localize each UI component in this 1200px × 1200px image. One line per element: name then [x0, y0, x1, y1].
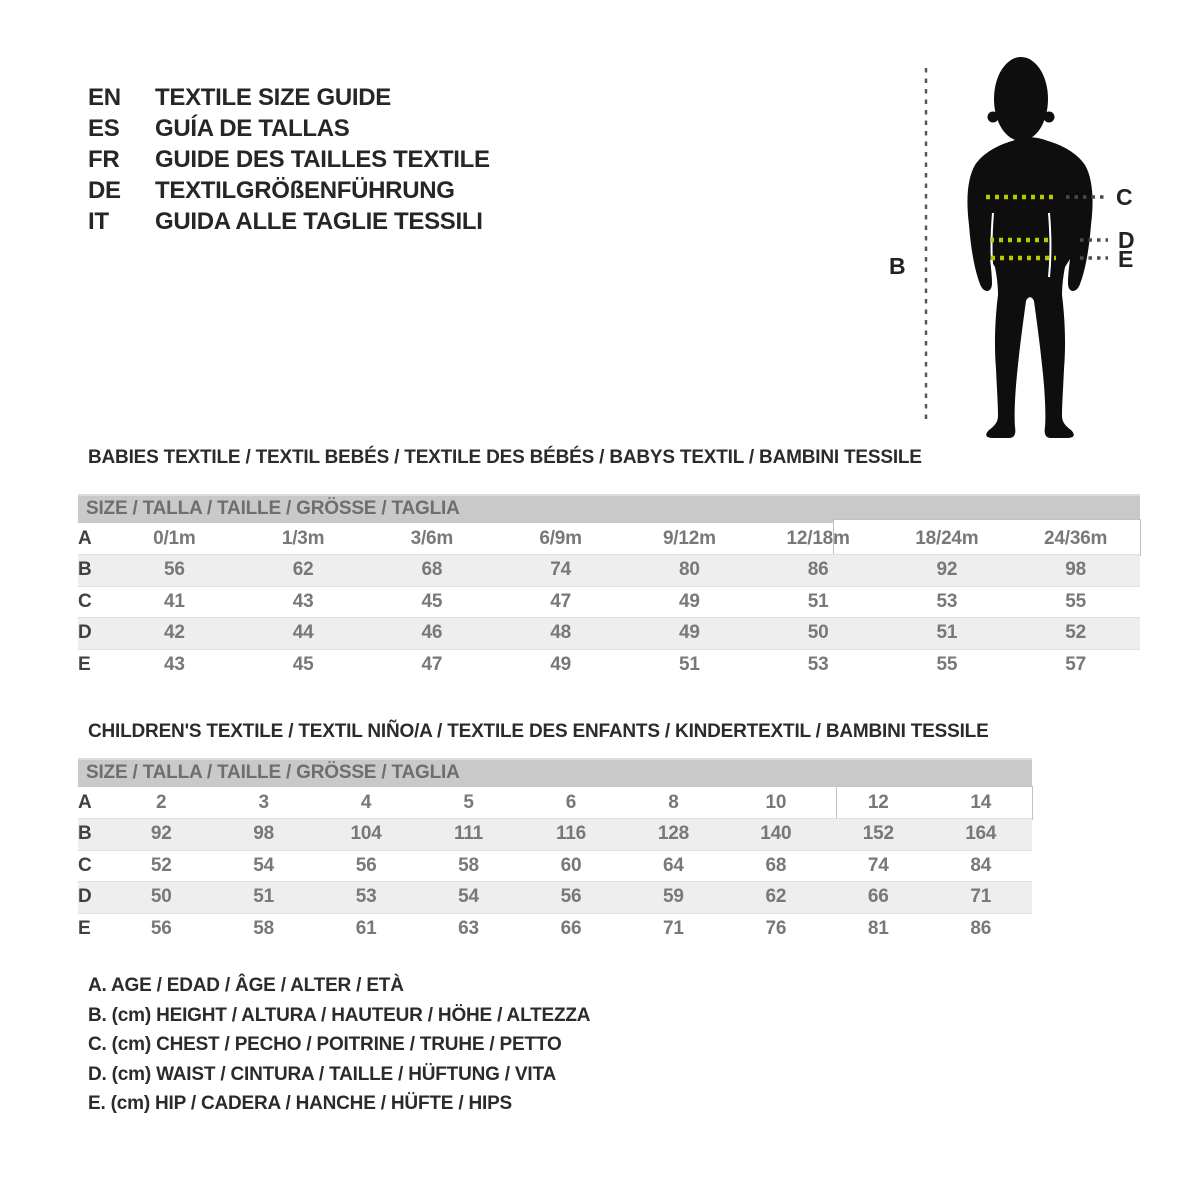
hip-label: E — [1118, 246, 1134, 272]
language-row-en — [88, 82, 490, 113]
size-cell: 111 — [417, 819, 519, 851]
size-cell: 74 — [496, 555, 625, 587]
size-cell: 53 — [883, 586, 1012, 618]
size-cell: 66 — [520, 913, 622, 945]
language-label: GUIDA ALLE TAGLIE TESSILI — [155, 207, 483, 235]
size-cell: 45 — [368, 586, 497, 618]
babies-size-table — [78, 494, 1140, 681]
silhouette-ear-right — [1044, 112, 1055, 123]
size-cell: 0/1m — [153, 527, 196, 549]
size-cell: 8 — [668, 791, 679, 813]
measurement-legend — [88, 975, 590, 1123]
row-label: B — [78, 819, 110, 851]
table-row-chest — [78, 586, 1140, 618]
language-label: TEXTILE SIZE GUIDE — [155, 83, 391, 111]
size-cell: 4 — [360, 791, 372, 813]
size-cell: 53 — [754, 649, 883, 681]
children-size-table — [78, 758, 1032, 945]
size-cell: 6 — [565, 791, 577, 813]
legend-item-waist: D. (cm) WAIST / CINTURA / TAILLE / HÜFTUNG / VITA — [88, 1063, 556, 1085]
size-cell: 42 — [110, 618, 239, 650]
size-cell: 84 — [930, 850, 1033, 882]
table-row-waist — [78, 882, 1032, 914]
size-cell: 86 — [930, 913, 1033, 945]
size-cell: 68 — [368, 555, 497, 587]
table-row-age — [78, 787, 1032, 819]
language-label: GUÍA DE TALLAS — [155, 114, 350, 142]
size-cell: 81 — [827, 913, 929, 945]
language-code: FR — [88, 145, 120, 173]
size-cell: 6/9m — [539, 527, 582, 549]
silhouette-head — [994, 57, 1048, 141]
size-cell: 24/36m — [1044, 527, 1108, 549]
size-cell: 3/6m — [410, 527, 454, 549]
size-cell: 58 — [212, 913, 314, 945]
size-cell: 46 — [368, 618, 497, 650]
children-section-heading: CHILDREN'S TEXTILE / TEXTIL NIÑO/A / TEXTILE DES ENFANTS / KINDERTEXTIL / BAMBINI TESSILE — [88, 721, 989, 742]
size-cell: 74 — [827, 850, 929, 882]
table-row-age — [78, 523, 1140, 555]
language-row-it — [88, 206, 490, 237]
table-row-height — [78, 819, 1032, 851]
size-cell: 57 — [1011, 649, 1140, 681]
size-cell: 116 — [520, 819, 622, 851]
size-cell: 76 — [725, 913, 827, 945]
language-label: TEXTILGRÖßENFÜHRUNG — [155, 176, 455, 204]
size-cell: 51 — [883, 618, 1012, 650]
size-cell: 47 — [368, 649, 497, 681]
size-cell: 51 — [754, 586, 883, 618]
table-row-height — [78, 555, 1140, 587]
size-cell: 56 — [315, 850, 417, 882]
size-cell: 56 — [110, 913, 212, 945]
size-cell: 43 — [239, 586, 368, 618]
size-cell: 49 — [496, 649, 625, 681]
size-cell: 9/12m — [662, 527, 716, 549]
babies-section-heading: BABIES TEXTILE / TEXTIL BEBÉS / TEXTILE DES BÉBÉS / BABYS TEXTIL / BAMBINI TESSILE — [88, 447, 922, 468]
size-cell: 64 — [622, 850, 724, 882]
size-cell: 98 — [212, 819, 314, 851]
row-label: A — [78, 527, 92, 549]
size-cell: 59 — [622, 882, 724, 914]
silhouette-body — [967, 137, 1092, 438]
size-cell: 49 — [625, 586, 754, 618]
size-cell: 63 — [417, 913, 519, 945]
row-label: B — [78, 555, 110, 587]
size-cell: 61 — [315, 913, 417, 945]
row-label: D — [78, 618, 110, 650]
language-code: DE — [88, 176, 121, 204]
size-cell: 152 — [827, 819, 929, 851]
size-cell: 2 — [156, 791, 167, 813]
language-list — [88, 82, 490, 237]
size-cell: 92 — [883, 555, 1012, 587]
size-cell: 43 — [110, 649, 239, 681]
size-cell: 41 — [110, 586, 239, 618]
size-cell: 55 — [883, 649, 1012, 681]
size-cell: 92 — [110, 819, 212, 851]
language-label: GUIDE DES TAILLES TEXTILE — [155, 145, 490, 173]
height-label: B — [889, 253, 906, 279]
size-cell: 5 — [463, 791, 474, 813]
size-cell: 1/3m — [281, 527, 325, 549]
babies-table — [78, 523, 1140, 681]
size-cell: 47 — [496, 586, 625, 618]
size-cell: 51 — [212, 882, 314, 914]
size-cell: 128 — [622, 819, 724, 851]
waist-label: D — [1118, 227, 1135, 253]
size-cell: 164 — [930, 819, 1033, 851]
language-code: ES — [88, 114, 120, 142]
language-row-de — [88, 175, 490, 206]
size-cell: 98 — [1011, 555, 1140, 587]
size-cell: 48 — [496, 618, 625, 650]
size-cell: 44 — [239, 618, 368, 650]
table-row-hip — [78, 649, 1140, 681]
size-cell: 45 — [239, 649, 368, 681]
legend-item-hip: E. (cm) HIP / CADERA / HANCHE / HÜFTE / HIPS — [88, 1093, 513, 1114]
row-label: D — [78, 882, 110, 914]
size-cell: 50 — [754, 618, 883, 650]
size-cell: 56 — [520, 882, 622, 914]
size-cell: 52 — [110, 850, 212, 882]
row-label: A — [78, 791, 92, 813]
size-cell: 52 — [1011, 618, 1140, 650]
size-cell: 51 — [625, 649, 754, 681]
legend-item-age: A. AGE / EDAD / ÂGE / ALTER / ETÀ — [88, 975, 404, 996]
size-cell: 62 — [725, 882, 827, 914]
child-silhouette — [967, 57, 1092, 438]
silhouette-ear-left — [988, 112, 999, 123]
language-code: IT — [88, 207, 109, 235]
size-cell: 54 — [212, 850, 314, 882]
size-cell: 50 — [110, 882, 212, 914]
size-cell: 86 — [754, 555, 883, 587]
size-cell: 10 — [765, 791, 787, 813]
size-cell: 80 — [625, 555, 754, 587]
children-table — [78, 787, 1032, 945]
child-measurement-diagram — [880, 55, 1160, 445]
size-cell: 60 — [520, 850, 622, 882]
size-cell: 12 — [867, 791, 889, 813]
size-cell: 18/24m — [915, 527, 979, 549]
row-label: E — [78, 913, 110, 945]
size-cell: 55 — [1011, 586, 1140, 618]
size-cell: 62 — [239, 555, 368, 587]
legend-item-chest: C. (cm) CHEST / PECHO / POITRINE / TRUHE / PETTO — [88, 1034, 562, 1055]
size-cell: 104 — [315, 819, 417, 851]
table-row-chest — [78, 850, 1032, 882]
row-label: E — [78, 649, 110, 681]
size-cell: 49 — [625, 618, 754, 650]
size-cell: 3 — [258, 791, 269, 813]
row-label: C — [78, 850, 110, 882]
language-code: EN — [88, 83, 121, 111]
size-cell: 14 — [970, 791, 992, 813]
language-row-es — [88, 113, 490, 144]
size-cell: 12/18m — [786, 527, 850, 549]
size-cell: 54 — [417, 882, 519, 914]
row-label: C — [78, 586, 110, 618]
size-cell: 140 — [725, 819, 827, 851]
table-row-waist — [78, 618, 1140, 650]
size-cell: 56 — [110, 555, 239, 587]
size-header-bar: SIZE / TALLA / TAILLE / GRÖSSE / TAGLIA — [78, 758, 1032, 787]
legend-item-height: B. (cm) HEIGHT / ALTURA / HAUTEUR / HÖHE / ALTEZZA — [88, 1004, 591, 1026]
size-cell: 66 — [827, 882, 929, 914]
table-row-hip — [78, 913, 1032, 945]
size-cell: 58 — [417, 850, 519, 882]
size-cell: 71 — [930, 882, 1033, 914]
size-cell: 68 — [725, 850, 827, 882]
size-header-bar: SIZE / TALLA / TAILLE / GRÖSSE / TAGLIA — [78, 494, 1140, 523]
language-row-fr — [88, 144, 490, 175]
size-cell: 53 — [315, 882, 417, 914]
size-cell: 71 — [622, 913, 724, 945]
chest-label: C — [1116, 184, 1133, 210]
